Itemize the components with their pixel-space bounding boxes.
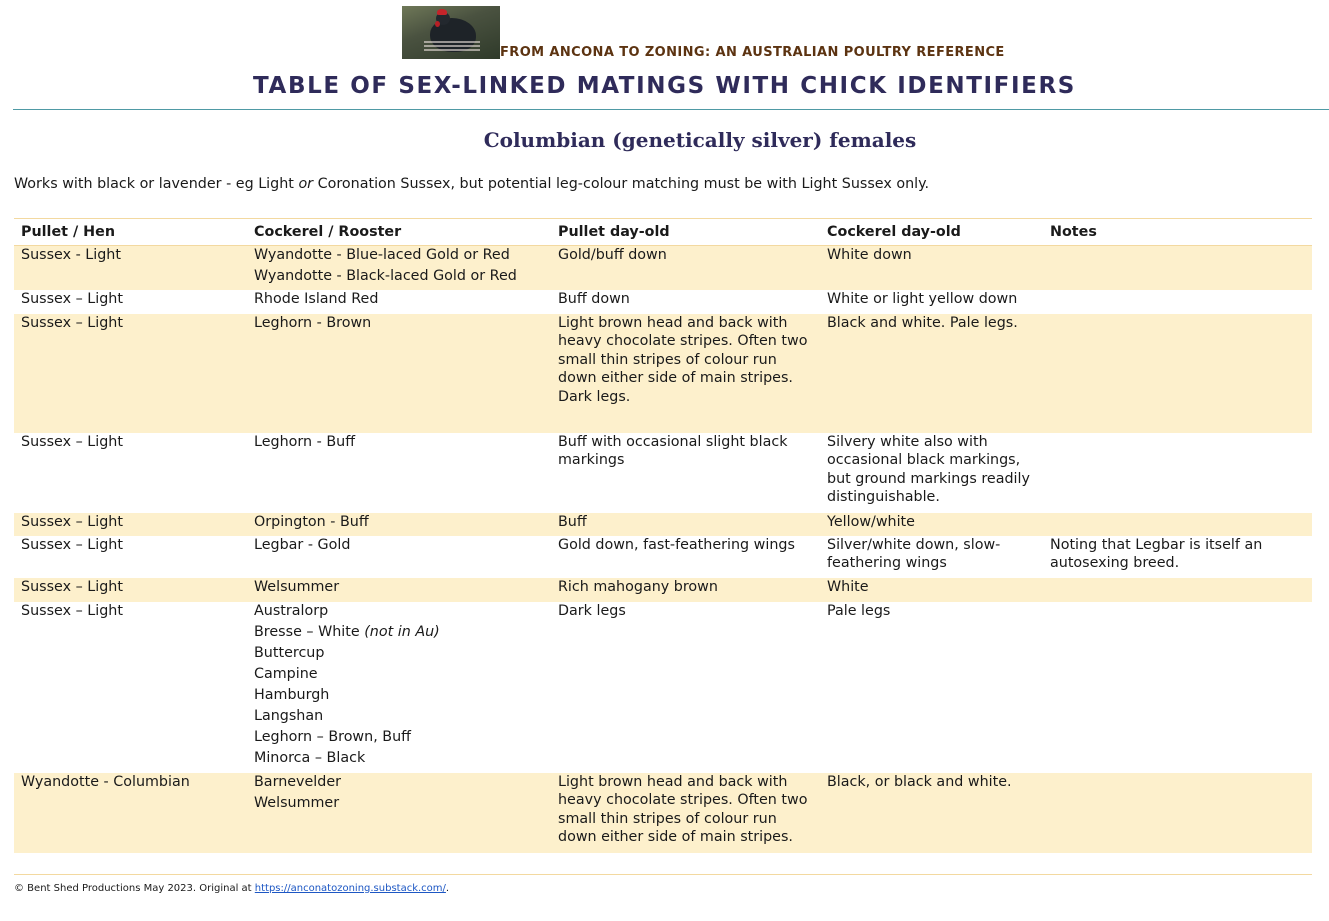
table-row (14, 536, 1312, 578)
hen-photo (402, 6, 500, 59)
cockerel-cell: Black and white. Pale legs. (820, 314, 1043, 433)
copyright-text: © Bent Shed Productions May 2023. Original at (14, 883, 255, 894)
rooster-cell: Barnevelder Welsummer (247, 773, 551, 853)
column-header-cockerel-rooster: Cockerel / Rooster (247, 220, 551, 246)
pullet-cell: Gold down, fast-feathering wings (558, 536, 795, 553)
pullet-cell: Buff with occasional slight black markings (558, 433, 788, 468)
rooster-cell: Legbar - Gold (254, 536, 351, 553)
pullet-cell: Buff (551, 513, 820, 536)
matings-table (14, 220, 1312, 853)
hen-cell: Sussex – Light (21, 433, 123, 450)
notes-cell (1043, 314, 1312, 433)
rooster-cell: Welsummer (247, 578, 551, 602)
cockerel-cell: Yellow/white (820, 513, 1043, 536)
table-top-divider (14, 218, 1312, 219)
rooster-cell: Leghorn - Brown (247, 314, 551, 433)
cockerel-cell: Pale legs (827, 602, 891, 619)
hen-cell: Sussex – Light (21, 536, 123, 553)
hen-cell: Sussex - Light (14, 246, 247, 290)
table-row (14, 314, 1312, 433)
pullet-cell: Dark legs (558, 602, 626, 619)
rooster-cell: Australorp Bresse – White (not in Au) Buttercup Campine Hamburgh Langshan Leghorn – Brown, Buff Minorca – Black (254, 602, 440, 766)
notes-cell (1043, 246, 1312, 290)
pullet-cell: Light brown head and back with heavy chocolate stripes. Often two small thin stripes of colour run down either side of main stripes. (551, 773, 820, 853)
hen-cell: Sussex – Light (21, 290, 123, 307)
table-row (14, 290, 1312, 314)
cockerel-cell: Black, or black and white. (820, 773, 1043, 853)
section-heading: Columbian (genetically silver) females (483, 128, 917, 152)
table-row (14, 246, 1312, 290)
hen-cell: Sussex – Light (14, 314, 247, 433)
pullet-cell: Light brown head and back with heavy chocolate stripes. Often two small thin stripes of colour run down either side of main stripes. Dark legs. (551, 314, 820, 433)
column-header-notes: Notes (1043, 220, 1312, 246)
table-row (14, 773, 1312, 853)
table-header-row (14, 220, 1312, 246)
pullet-cell: Gold/buff down (551, 246, 820, 290)
hen-cell: Sussex – Light (21, 602, 123, 619)
cockerel-cell: Silver/white down, slow-feathering wings (827, 536, 1001, 571)
hen-cell: Sussex – Light (14, 578, 247, 602)
cockerel-cell: White down (820, 246, 1043, 290)
intro-text: Works with black or lavender - eg Light or Coronation Sussex, but potential leg-colour matching must be with Light Sussex only. (14, 176, 930, 192)
column-header-pullet-hen: Pullet / Hen (14, 220, 247, 246)
table-row (14, 578, 1312, 602)
pullet-cell: Rich mahogany brown (551, 578, 820, 602)
hen-cell: Sussex – Light (14, 513, 247, 536)
hen-cell: Wyandotte - Columbian (14, 773, 247, 853)
rooster-cell: Rhode Island Red (254, 290, 379, 307)
column-header-cockerel-day-old: Cockerel day-old (820, 220, 1043, 246)
notes-cell: Noting that Legbar is itself an autosexing breed. (1050, 536, 1263, 571)
table-row (14, 433, 1312, 513)
rooster-cell: Wyandotte - Blue-laced Gold or Red Wyandotte - Black-laced Gold or Red (247, 246, 551, 290)
notes-cell (1043, 773, 1312, 853)
notes-cell (1043, 433, 1312, 513)
footer: © Bent Shed Productions May 2023. Original at https://anconatozoning.substack.com/. (14, 883, 450, 894)
source-link[interactable]: https://anconatozoning.substack.com/ (254, 883, 446, 894)
notes-cell (1043, 290, 1312, 314)
pullet-cell: Buff down (558, 290, 630, 307)
notes-cell (1043, 602, 1312, 773)
rooster-cell: Orpington - Buff (247, 513, 551, 536)
cockerel-cell: Silvery white also with occasional black markings, but ground markings readily distinguishable. (827, 433, 1030, 505)
publication-subtitle: FROM ANCONA TO ZONING: AN AUSTRALIAN POULTRY REFERENCE (500, 45, 1005, 60)
cockerel-cell: White or light yellow down (827, 290, 1018, 307)
page-title: TABLE OF SEX-LINKED MATINGS WITH CHICK IDENTIFIERS (253, 73, 1076, 99)
table-row (14, 513, 1312, 536)
table-row (14, 602, 1312, 773)
footer-divider (14, 874, 1312, 875)
cockerel-cell: White (820, 578, 1043, 602)
column-header-pullet-day-old: Pullet day-old (551, 220, 820, 246)
notes-cell (1043, 578, 1312, 602)
rooster-cell: Leghorn - Buff (254, 433, 356, 450)
notes-cell (1043, 513, 1312, 536)
title-divider (13, 109, 1329, 110)
